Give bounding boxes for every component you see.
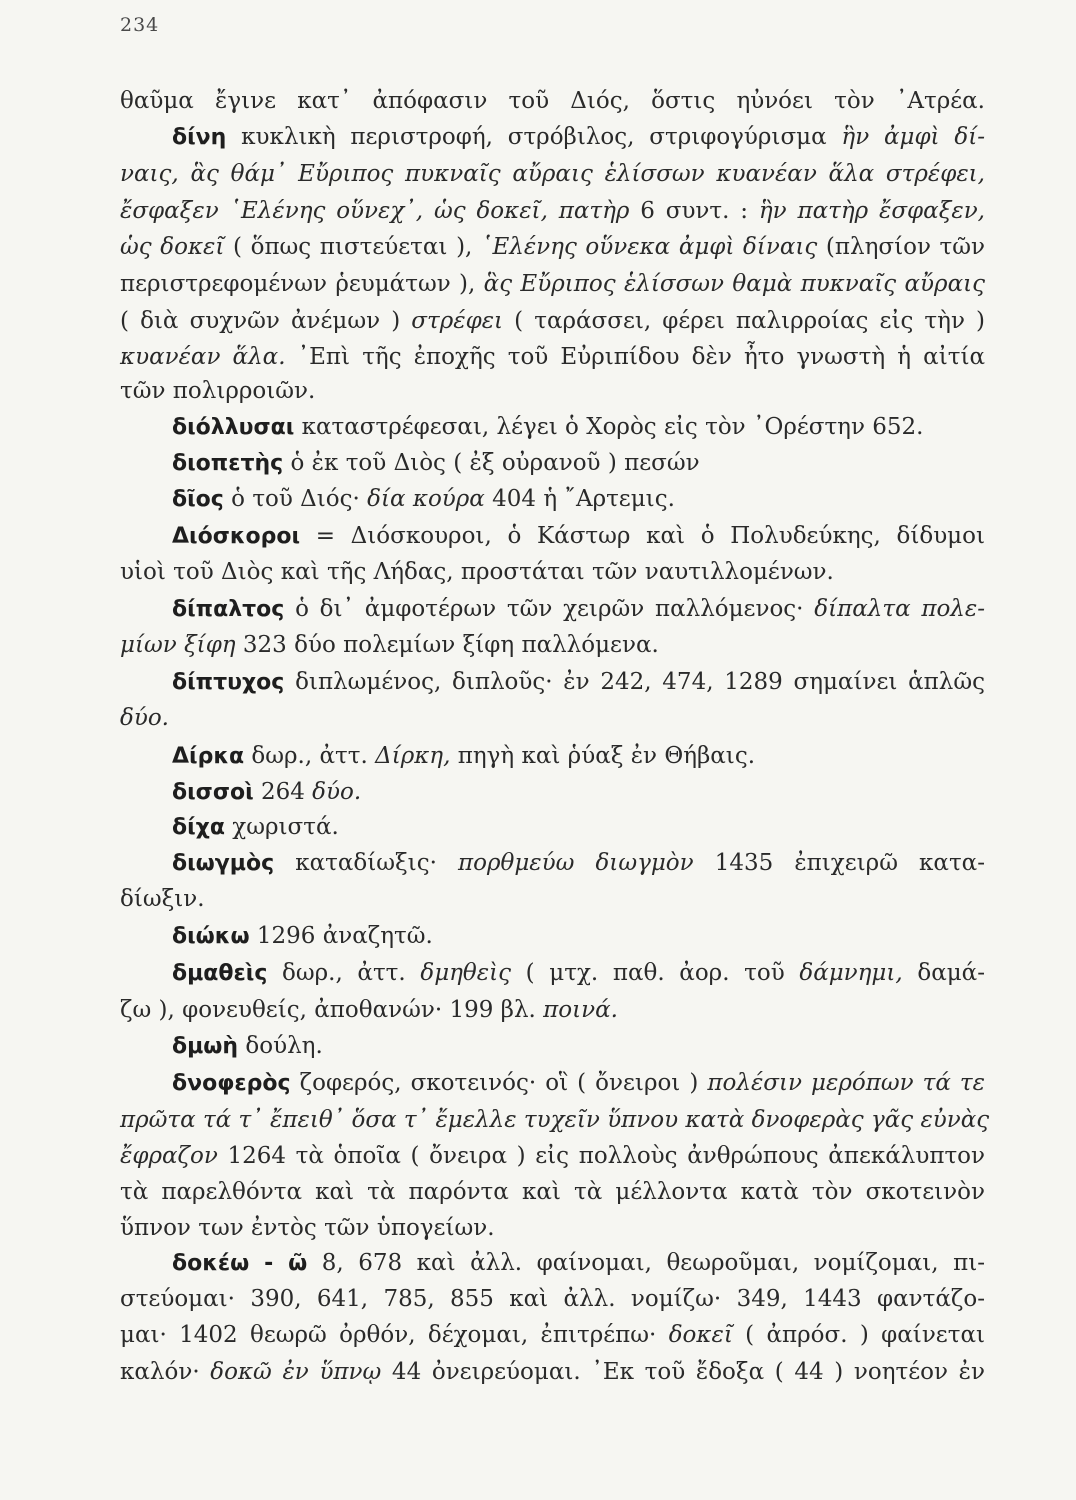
- gloss-text: στεύομαι· 390, 641, 785, 855 καὶ ἀλλ. νομίζω· 349, 1443 φαντάζο-: [120, 1286, 985, 1312]
- text-line: [172, 812, 985, 843]
- text-line: [120, 1141, 985, 1171]
- quoted-text: δύο.: [312, 779, 362, 805]
- gloss-text: θαῦμα ἔγινε κατ᾽ ἀπόφασιν τοῦ Διός, ὅστις ηὐνόει τὸν ᾽Ατρέα.: [120, 88, 985, 114]
- quoted-text: πολέσιν μερόπων τά τε: [707, 1070, 985, 1096]
- text-line: [172, 848, 985, 879]
- text-line: [172, 484, 985, 515]
- gloss-text: περιστρεφομένων ῥευμάτων ),: [120, 271, 484, 297]
- gloss-text: 8, 678 καὶ ἀλλ. φαίνομαι, θεωροῦμαι, νομίζομαι, πι-: [307, 1250, 986, 1276]
- quoted-text: ὡς δοκεῖ: [120, 234, 225, 260]
- lemma-headword: διόλλυσαι: [172, 415, 295, 440]
- gloss-text: δίωξιν.: [120, 886, 205, 912]
- gloss-text: μαι· 1402 θεωρῶ ὀρθόν, δέχομαι, ἐπιτρέπω·: [120, 1322, 669, 1348]
- text-line: [172, 1068, 985, 1099]
- text-line: [172, 777, 985, 808]
- lemma-headword: δίνη: [172, 125, 227, 150]
- quoted-text: ῾Ελένης οὕνεκα ἀμφὶ δίναις: [480, 234, 818, 260]
- text-line: [120, 995, 985, 1025]
- gloss-text: ὁ τοῦ Διός·: [223, 486, 368, 512]
- quoted-text: πορθμεύω διωγμὸν: [458, 850, 694, 876]
- quoted-text: δμηθεὶς: [420, 960, 512, 986]
- gloss-text: δαμά-: [902, 960, 985, 986]
- text-line: [172, 594, 985, 625]
- gloss-text: 1264 τὰ ὁποῖα ( ὄνειρα ) εἰς πολλοὺς ἀνθρώπους ἀπεκάλυπτον: [217, 1143, 985, 1169]
- text-line: [172, 741, 985, 772]
- gloss-text: 44 ὀνειρεύομαι. ᾽Εκ τοῦ ἔδοξα ( 44 ) νοητέον ἐν: [381, 1359, 985, 1385]
- gloss-text: ( ὅπως πιστεύεται ),: [224, 234, 481, 260]
- gloss-text: τὰ παρελθόντα καὶ τὰ παρόντα καὶ τὰ μέλλοντα κατὰ τὸν σκοτεινὸν: [120, 1179, 985, 1205]
- lemma-headword: Δίρκα: [172, 744, 245, 769]
- gloss-text: καλόν·: [120, 1359, 211, 1385]
- gloss-text: ( μτχ. παθ. ἀορ. τοῦ: [511, 960, 800, 986]
- quoted-text: στρέφει: [411, 308, 504, 334]
- quoted-text: δύο.: [120, 705, 169, 731]
- gloss-text: ζοφερός, σκοτεινός· οἳ ( ὄνειροι ): [290, 1070, 708, 1096]
- gloss-text: διπλωμένος, διπλοῦς· ἐν 242, 474, 1289 σημαίνει ἁπλῶς: [284, 669, 985, 695]
- quoted-text: ἔσφαξεν ῾Ελένης οὕνεχ᾽, ὡς δοκεῖ, πατὴρ: [120, 198, 630, 224]
- text-line: [120, 703, 985, 733]
- text-line: [120, 269, 985, 299]
- quoted-text: ἣν ἀμφὶ δί-: [841, 124, 985, 150]
- text-line: [120, 1213, 985, 1243]
- gloss-text: υἱοὶ τοῦ Διὸς καὶ τῆς Λήδας, προστάται τῶν ναυτιλλομένων.: [120, 559, 834, 585]
- text-line: [120, 342, 985, 372]
- text-line: [172, 1031, 985, 1062]
- text-line: [120, 232, 985, 262]
- gloss-text: (πλησίον τῶν: [817, 234, 985, 260]
- gloss-text: 6 συντ. :: [629, 198, 759, 224]
- gloss-text: ὕπνον των ἐντὸς τῶν ὑπογείων.: [120, 1215, 495, 1241]
- gloss-text: ( ταράσσει, φέρει παλιρροίας εἰς τὴν ): [503, 308, 985, 334]
- lemma-headword: Διόσκοροι: [172, 524, 301, 549]
- gloss-text: χωριστά.: [225, 814, 339, 840]
- gloss-text: καταστρέφεσαι, λέγει ὁ Χορὸς εἰς τὸν ᾽Ορέστην 652.: [294, 414, 924, 440]
- lemma-headword: δοκέω - ῶ: [172, 1251, 308, 1276]
- lemma-headword: διωγμὸς: [172, 851, 275, 876]
- quoted-text: δοκεῖ: [668, 1322, 733, 1348]
- text-line: [172, 122, 985, 153]
- text-line: [120, 884, 985, 914]
- lemma-headword: δισσοὶ: [172, 780, 254, 805]
- lemma-headword: δίπτυχος: [172, 670, 285, 695]
- text-line: [120, 630, 985, 660]
- gloss-text: ᾽Επὶ τῆς ἐποχῆς τοῦ Εὐριπίδου δὲν ἦτο γνωστὴ ἡ αἰτία: [285, 344, 985, 370]
- quoted-text: ἃς Εὔριπος ἑλίσσων θαμὰ πυκναῖς αὔραις: [483, 271, 985, 297]
- quoted-text: ἔφραζον: [120, 1143, 218, 1169]
- lemma-headword: δμωὴ: [172, 1034, 239, 1059]
- quoted-text: πρῶτα τά τ᾽ ἔπειθ᾽ ὅσα τ᾽ ἔμελλε τυχεῖν ὕπνου κατὰ δνοφερὰς γᾶς εὐνὰς: [120, 1107, 990, 1133]
- lemma-headword: δῖος: [172, 487, 224, 512]
- quoted-text: ναις, ἃς θάμ᾽ Εὔριπος πυκναῖς αὔραις ἑλίσσων κυανέαν ἅλα στρέφει,: [120, 161, 985, 187]
- lemma-headword: δίχα: [172, 815, 225, 840]
- gloss-text: πηγὴ καὶ ῥύαξ ἐν Θήβαις.: [450, 743, 756, 769]
- gloss-text: 404 ἡ ῎Αρτεμις.: [484, 486, 675, 512]
- gloss-text: τῶν πολιρροιῶν.: [120, 378, 316, 404]
- gloss-text: ζω ), φονευθείς, ἀποθανών· 199 βλ.: [120, 997, 544, 1023]
- quoted-text: ποινά.: [543, 997, 618, 1023]
- lemma-headword: διοπετὴς: [172, 451, 284, 476]
- gloss-text: ( ἀπρόσ. ) φαίνεται: [732, 1322, 985, 1348]
- text-line: [172, 448, 985, 479]
- gloss-text: ὁ ἐκ τοῦ Διὸς ( ἐξ οὐρανοῦ ) πεσών: [283, 450, 700, 476]
- gloss-text: καταδίωξις·: [274, 850, 458, 876]
- text-line: [172, 921, 985, 952]
- quoted-text: δία κούρα: [367, 486, 485, 512]
- page-number: 234: [120, 14, 160, 36]
- text-line: [120, 376, 985, 406]
- gloss-text: = Διόσκουροι, ὁ Κάστωρ καὶ ὁ Πολυδεύκης, δίδυμοι: [300, 523, 985, 549]
- gloss-text: ὁ δι᾽ ἀμφοτέρων τῶν χειρῶν παλλόμενος·: [284, 596, 815, 622]
- lemma-headword: δίπαλτος: [172, 597, 285, 622]
- lemma-headword: δμαθεὶς: [172, 961, 268, 986]
- gloss-text: δωρ., ἀττ.: [244, 743, 376, 769]
- text-line: [120, 557, 985, 587]
- gloss-text: 1435 ἐπιχειρῶ κατα-: [693, 850, 985, 876]
- quoted-text: ἣν πατὴρ ἔσφαξεν,: [758, 198, 985, 224]
- text-line: [120, 196, 985, 226]
- text-line: [172, 521, 985, 552]
- lemma-headword: δνοφερὸς: [172, 1071, 291, 1096]
- lemma-headword: διώκω: [172, 924, 250, 949]
- text-line: [120, 1320, 985, 1350]
- gloss-text: 264: [253, 779, 313, 805]
- text-line: [120, 1357, 985, 1387]
- text-line: [172, 958, 985, 989]
- gloss-text: 323 δύο πολεμίων ξίφη παλλόμενα.: [235, 632, 659, 658]
- text-line: [120, 159, 985, 189]
- quoted-text: μίων ξίφη: [120, 632, 236, 658]
- text-line: [172, 1248, 985, 1279]
- gloss-text: δωρ., ἀττ.: [267, 960, 421, 986]
- quoted-text: δάμνημι,: [799, 960, 903, 986]
- text-line: [120, 86, 985, 116]
- gloss-text: ( διὰ συχνῶν ἀνέμων ): [120, 308, 412, 334]
- text-line: [120, 1105, 990, 1135]
- quoted-text: δίπαλτα πολε-: [814, 596, 986, 622]
- text-line: [172, 667, 985, 698]
- quoted-text: κυανέαν ἅλα.: [120, 344, 286, 370]
- text-line: [120, 306, 985, 336]
- quoted-text: Δίρκη,: [375, 743, 451, 769]
- gloss-text: 1296 ἀναζητῶ.: [249, 923, 433, 949]
- text-line: [120, 1284, 985, 1314]
- text-line: [172, 412, 985, 443]
- gloss-text: δούλη.: [238, 1033, 323, 1059]
- gloss-text: κυκλικὴ περιστροφή, στρόβιλος, στριφογύρισμα: [226, 124, 842, 150]
- quoted-text: δοκῶ ἐν ὕπνῳ: [210, 1359, 382, 1385]
- text-line: [120, 1177, 985, 1207]
